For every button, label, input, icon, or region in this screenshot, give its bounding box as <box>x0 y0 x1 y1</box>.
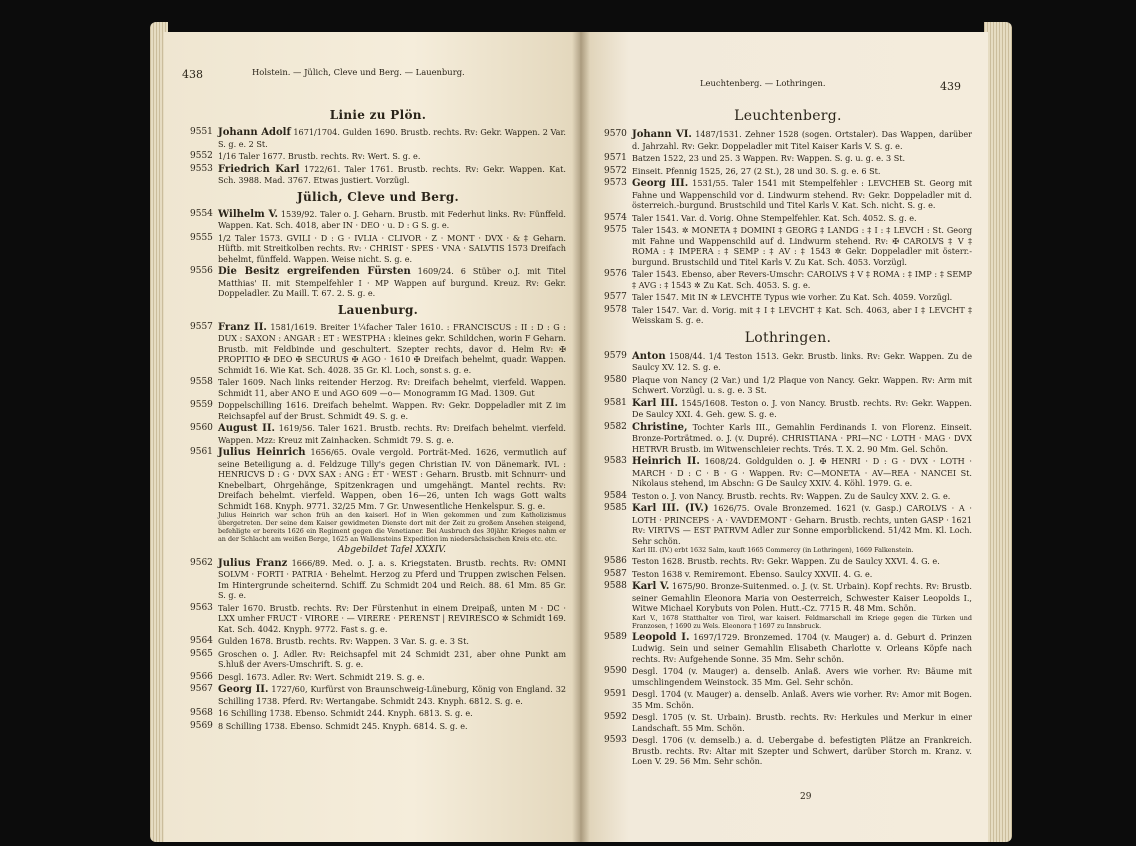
open-book <box>150 10 1012 842</box>
lot-number: 9571 <box>604 153 627 163</box>
lot-number: 9564 <box>190 636 213 646</box>
lot-number: 9562 <box>190 557 213 568</box>
entry-description: 8 Schilling 1738. Ebenso. Schmidt 245. Knyph. 6814. S. g. e. <box>218 720 468 731</box>
catalog-entry <box>190 603 566 635</box>
entry-description: 1656/65. Ovale vergold. Porträt-Med. 1626, vermutlich auf seine Beteiligung a. d. Feldzuge Tilly's gegen Christian IV. von Dänemark. IVL : HENRICVS D : G · DVX SAX : ANG : ÉT · WEST : Geharn. Brustb. mit Schnurr- und Knebelbart, Ohrgehänge, Spitzenkragen und umgehängt. Mantel rechts. Rv: Dreifach behelmt. vierfeld. Wappen, oben 16—26, unten Ich wags Gott walts Schmidt 168. Knyph. 9771. 32/25 Mm. 7 Gr. Unwesentliche Henkelspur. S. g. e. <box>218 447 567 511</box>
entry-description: Doppelschilling 1616. Dreifach behelmt. Wappen. Rv: Gekr. Doppeladler mit Z im Reichsapfel auf der Brust. Schmidt 49. S. g. e. <box>218 400 566 421</box>
ruler-name: Leopold I. <box>632 631 690 643</box>
ruler-name: Karl III. <box>632 397 678 409</box>
entry-description: 1697/1729. Bronzemed. 1704 (v. Mauger) a. d. Geburt d. Prinzen Ludwig. Sein und seiner Gemahlin Elisabeth Charlotte v. Orleans Köpfe nach rechts. Rv: Aufgehende Sonne. 35 Mm. Sehr schön. <box>632 631 972 664</box>
entry-description: 16 Schilling 1738. Ebenso. Schmidt 244. Knyph. 6813. S. g. e. <box>218 708 473 718</box>
lot-number: 9554 <box>190 208 213 219</box>
entry-description: 1666/89. Med. o. J. a. s. Kriegstaten. Brustb. rechts. Rv: OMNI SOLVM · FORTI · PATRIA · Behelmt. Herzog zu Pferd und Truppen zwischen Felsen. Im Hintergrunde scheiternd. Schiff. Zu Schmidt 204 und Reich. 88. 61 Mm. 85 Gr. S. g. e. <box>218 557 566 600</box>
entry-description: 1531/55. Taler 1541 mit Stempelfehler : LEVCHEB St. Georg mit Fahne und Wappenschild vor d. Lindwurm stehend. Rv: Gekr. Doppeladler mit d. österreich.-burgund. Brustschild und Titel Karls V. Kat. Sch. nicht. S. g. e. <box>632 178 972 210</box>
left-page-content <box>190 104 566 733</box>
lot-number: 9552 <box>190 151 213 161</box>
ruler-name: Johann Adolf <box>218 127 291 138</box>
lot-number: 9569 <box>190 720 213 731</box>
section-title: Jülich, Cleve und Berg. <box>296 189 460 204</box>
right-running-head: Leuchtenberg. — Lothringen. <box>700 78 826 88</box>
entry-description: 1722/61. Taler 1761. Brustb. rechts. Rv: Gekr. Wappen. Kat. Sch. 3988. Mad. 3767. Etwas justiert. Vorzügl. <box>218 163 566 185</box>
catalog-entry <box>604 491 972 502</box>
catalog-entry <box>190 447 566 556</box>
lot-number: 9566 <box>190 671 213 682</box>
lot-number: 9582 <box>604 421 627 432</box>
lot-number: 9553 <box>190 163 213 174</box>
ruler-name: Heinrich II. <box>632 456 700 467</box>
entry-description: 1/2 Taler 1573. GVILI · D : G · IVLIA · CLIVOR · Z · MONT · DVX · & ‡ Geharn. Hüftb. mit Streitkolben rechts. Rv: · CHRIST · SPES · VNA · SALVTIS 1573 Dreifach behelmt, fünffeld. Wappen. Weise nicht. S. g. e. <box>218 232 566 264</box>
catalog-entry <box>604 166 972 177</box>
entry-description: 1545/1608. Teston o. J. von Nancy. Brustb. rechts. Rv: Gekr. Wappen. De Saulcy XXI. 4. Geh. gew. S. g. e. <box>632 397 972 419</box>
catalog-entry <box>604 689 972 710</box>
section-title: Leuchtenberg. <box>734 108 842 124</box>
lot-number: 9591 <box>604 689 627 699</box>
catalog-entry <box>190 127 566 149</box>
catalog-entry <box>190 164 566 186</box>
lot-number: 9555 <box>190 232 213 243</box>
lot-number: 9556 <box>190 266 213 276</box>
lot-number: 9559 <box>190 400 213 410</box>
entry-description: Desgl. 1673. Adler. Rv: Wert. Schmidt 219. S. g. e. <box>218 671 425 682</box>
catalog-entry <box>604 422 972 455</box>
lot-number: 9579 <box>604 350 627 361</box>
entry-description: Teston 1638 v. Remiremont. Ebenso. Saulcy XXVII. 4. G. e. <box>632 568 873 579</box>
lot-number: 9563 <box>190 602 213 613</box>
lot-number: 9583 <box>604 456 627 466</box>
entry-description: Plaque von Nancy (2 Var.) und 1/2 Plaque von Nancy. Gekr. Wappen. Rv: Arm mit Schwert. Vorzügl. u. s. g. e. 3 St. <box>632 374 972 395</box>
lot-number: 9590 <box>604 666 627 676</box>
entry-footnote: Karl III. (IV.) erbt 1632 Salm, kauft 1665 Commercy (in Lothringen), 1669 Falkenstein. <box>632 546 914 554</box>
catalog-entry <box>190 684 566 706</box>
lot-number: 9572 <box>604 165 627 176</box>
entry-description: Taler 1609. Nach links reitender Herzog. Rv: Dreifach behelmt, vierfeld. Wappen. Schmidt 11, aber ANO E und AGO 609 —o— Monogramm IG Mad. 1309. Gut <box>218 377 566 398</box>
entry-description: Teston 1628. Brustb. rechts. Rv: Gekr. Wappen. Zu de Saulcy XXVI. 4. G. e. <box>632 556 940 566</box>
left-running-head: Holstein. — Jülich, Cleve und Berg. — Lauenburg. <box>252 67 465 77</box>
lot-number: 9587 <box>604 568 627 579</box>
ruler-name: Julius Franz <box>218 557 288 569</box>
lot-number: 9593 <box>604 735 627 745</box>
entry-footnote: Karl V., 1678 Statthalter von Tirol, war kaiserl. Feldmarschall im Kriege gegen die Türken und Franzosen, † 1690 zu Wels. Eleonora † 1697 zu Innsbruck. <box>632 613 972 630</box>
catalog-entry <box>604 213 972 224</box>
entry-description: Taler 1547. Var. d. Vorig. mit ‡ I ‡ LEVCHT ‡ Kat. Sch. 4063, aber I ‡ LEVCHT ‡ Weisskam S. g. e. <box>632 304 972 325</box>
lot-number: 9584 <box>604 490 627 501</box>
ruler-name: Franz II. <box>218 321 267 333</box>
entry-description: Desgl. 1706 (v. demselb.) a. d. Uebergabe d. befestigten Plätze an Frankreich. Brustb. rechts. Rv: Altar mit Szepter und Schwert, darüber Storch m. Kranz. v. Loen V. 29. 56 Mm. Sehr schön. <box>632 735 972 766</box>
catalog-entry <box>604 666 972 687</box>
catalog-entry <box>604 153 972 164</box>
catalog-entry <box>604 292 972 303</box>
entry-description: Batzen 1522, 23 und 25. 3 Wappen. Rv: Wappen. S. g. u. g. e. 3 St. <box>632 153 906 163</box>
ruler-name: Wilhelm V. <box>218 208 278 220</box>
lot-number: 9586 <box>604 556 627 566</box>
lot-number: 9577 <box>604 292 627 302</box>
entry-description: 1675/90. Bronze-Suitenmed. o. J. (v. St. Urbain). Kopf rechts. Rv: Brustb. seiner Gemahlin Eleonora Maria von Oesterreich, Schwester Kaiser Leopolds I., Witwe Michael Korybuts von Polen. Hutt.-Cz. 7715 R. 48 Mm. Schön. <box>632 581 972 613</box>
entry-description: Taler 1547. Mit IN ✲ LEVCHTE Typus wie vorher. Zu Kat. Sch. 4059. Vorzügl. <box>632 292 953 302</box>
catalog-entry <box>604 456 972 489</box>
lot-number: 9574 <box>604 212 627 223</box>
catalog-entry <box>190 266 566 299</box>
catalog-entry <box>190 233 566 265</box>
entry-description: Desgl. 1705 (v. St. Urbain). Brustb. rechts. Rv: Herkules und Merkur in einer Landschaft. 55 Mm. Schön. <box>632 712 972 733</box>
lot-number: 9558 <box>190 377 213 387</box>
lot-number: 9580 <box>604 374 627 385</box>
catalog-entry <box>190 558 566 601</box>
catalog-entry <box>190 209 566 231</box>
right-page-number: 439 <box>940 80 961 93</box>
entry-description: Desgl. 1704 (v. Mauger) a. denselb. Anlaß. Avers wie vorher. Rv: Bäume mit umschlingendem Weinstock. 35 Mm. Gel. Sehr schön. <box>632 666 972 687</box>
lot-number: 9578 <box>604 304 627 315</box>
entry-footnote: Julius Heinrich war schon früh an den kaiserl. Hof in Wien gekommen und zum Katholizismus übergetreten. Der seine dem Kaiser gewidmeten Dienste dort mit der Zeit zu großem Ansehen steigend, befehligte er bereits 1626 ein Regiment gegen die Venetianer. Bei Ausbruch des 30jähr. Krieges nahm er an der Schlacht am weißen Berge, 1625 an Wallensteins Expedition im niedersächsischen Kreis etc. etc. <box>218 511 566 543</box>
ruler-name: Die Besitz ergreifenden Fürsten <box>218 266 411 277</box>
catalog-entry <box>190 322 566 376</box>
catalog-entry <box>604 178 972 211</box>
lot-number: 9560 <box>190 423 213 433</box>
lot-number: 9575 <box>604 225 627 235</box>
lot-number: 9588 <box>604 581 627 591</box>
right-page-content <box>604 104 972 769</box>
catalog-entry <box>604 398 972 420</box>
catalog-entry <box>604 503 972 554</box>
lot-number: 9557 <box>190 321 213 332</box>
lot-number: 9592 <box>604 712 627 722</box>
left-page-number: 438 <box>182 68 203 81</box>
catalog-entry <box>190 708 566 719</box>
book-gutter <box>572 32 590 842</box>
section-title: Lauenburg. <box>337 302 419 317</box>
entry-description: 1/16 Taler 1677. Brustb. rechts. Rv: Wert. S. g. e. <box>218 151 421 161</box>
lot-number: 9573 <box>604 178 627 188</box>
catalog-entry <box>190 423 566 445</box>
catalog-entry <box>604 351 972 373</box>
catalog-entry <box>190 400 566 421</box>
entry-description: 1608/24. Goldgulden o. J. ✠ HENRI · D : G · DVX · LOTH · MARCH · D : C · B · G · Wappen. Rv: C—MONETA · AV—REA · NANCEI St. Nikolaus stehend, im Abschn: G De Saulcy XXIV. 4. Köhl. 1979. G. e. <box>632 456 973 488</box>
section-title: Lothringen. <box>744 329 832 346</box>
entry-description: 1727/60, Kurfürst von Braunschweig-Lüneburg, König von England. 32 Schilling 1738. Pferd. Rv: Wertangabe. Schmidt 243. Knyph. 6812. S. g. e. <box>218 684 566 706</box>
left-page <box>164 32 580 842</box>
ruler-name: Karl III. (IV.) <box>632 503 709 514</box>
right-page-footer: 29 <box>800 792 812 802</box>
entry-description: Desgl. 1704 (v. Mauger) a. denselb. Anlaß. Avers wie vorher. Rv: Amor mit Bogen. 35 Mm. Schön. <box>632 689 972 710</box>
ruler-name: Johann VI. <box>632 129 692 140</box>
entry-description: 1609/24. 6 Stüber o.J. mit Titel Matthias' II. mit Stempelfehler I · MP Wappen auf burgund. Kreuz. Rv: Gekr. Doppeladler. Zu Maill. T. 67. 2. S. g. e. <box>218 266 566 298</box>
catalog-entry <box>604 632 972 665</box>
ruler-name: Christine, <box>632 421 688 433</box>
catalog-entry <box>190 151 566 162</box>
entry-description: 1487/1531. Zehner 1528 (sogen. Ortstaler). Das Wappen, darüber d. Jahrzahl. Rv: Gekr. Doppeladler mit Titel Kaiser Karls V. S. g. e. <box>632 129 972 151</box>
catalog-entry <box>190 672 566 683</box>
catalog-entry <box>604 735 972 767</box>
entry-description: 1619/56. Taler 1621. Brustb. rechts. Rv: Dreifach behelmt. vierfeld. Wappen. Mzz: Kreuz mit Zainhacken. Schmidt 79. S. g. e. <box>218 423 566 445</box>
plate-reference: Abgebildet Tafel XXXIV. <box>337 545 447 555</box>
ruler-name: Karl V. <box>632 581 670 592</box>
catalog-entry <box>604 225 972 267</box>
entry-description: 1626/75. Ovale Bronzemed. 1621 (v. Gasp.) CAROLVS · A · LOTH · PRINCEPS · A · VAVDEMONT · Geharn. Brustb. rechts, unten GASP · 1621 Rv: VIRTVS — EST PATRVM Adler zur Sonne emporblickend. 51/42 Mm. Kl. Loch. Sehr schön. <box>632 503 972 546</box>
catalog-entry <box>604 712 972 733</box>
lot-number: 9576 <box>604 269 627 279</box>
lot-number: 9561 <box>190 447 213 457</box>
catalog-entry <box>604 581 972 630</box>
ruler-name: Georg III. <box>632 178 689 189</box>
lot-number: 9568 <box>190 708 213 718</box>
entry-description: Tochter Karls III., Gemahlin Ferdinands I. von Florenz. Einseit. Bronze-Porträtmed. o. J. (v. Dupré). CHRISTIANA · PRI—NC · LOTH · MAG · DVX HETRVR Brustb. im Witwenschleier rechts. Trés. T. X. 2. 90 Mm. Gel. Schön. <box>632 421 972 454</box>
ruler-name: Julius Heinrich <box>218 447 306 458</box>
entry-description: Einseit. Pfennig 1525, 26, 27 (2 St.), 28 und 30. S. g. e. 6 St. <box>632 165 881 176</box>
entry-description: Taler 1543. ✲ MONETA ‡ DOMINI ‡ GEORG ‡ LANDG : ‡ I : ‡ LEVCH : St. Georg mit Fahne und Wappenschild auf d. Lindwurm stehend. Rv: ✠ CAROLVS ‡ V ‡ ROMA : ‡ IMPERA : ‡ SEMP : ‡ AV : ‡ 1543 ✲ Gekr. Doppeladler mit österr.-burgund. Brustschild und Titel Karls V. Zu Kat. Sch. 4053. Vorzügl. <box>632 225 972 267</box>
right-page <box>580 32 988 842</box>
ruler-name: Georg II. <box>218 684 269 695</box>
catalog-entry <box>190 649 566 670</box>
catalog-entry <box>604 556 972 567</box>
lot-number: 9567 <box>190 684 213 694</box>
entry-description: 1539/92. Taler o. J. Geharn. Brustb. mit Federhut links. Rv: Fünffeld. Wappen. Kat. Sch. 4018, aber IN · DEO · u. D : G S. g. e. <box>218 208 566 230</box>
catalog-entry <box>190 377 566 398</box>
catalog-entry <box>190 721 566 732</box>
entry-description: Taler 1543. Ebenso, aber Revers-Umschr: CAROLVS ‡ V ‡ ROMA : ‡ IMP : ‡ SEMP ‡ AVG : ‡ 1543 ✲ Zu Kat. Sch. 4053. S. g. e. <box>632 269 972 290</box>
entry-description: Groschen o. J. Adler. Rv: Reichsapfel mit 24 Schmidt 231, aber ohne Punkt am S.hluß der Avers-Umschrift. S. g. e. <box>218 648 566 669</box>
lot-number: 9589 <box>604 631 627 642</box>
catalog-entry <box>604 269 972 290</box>
book-edge-right <box>984 22 1012 842</box>
catalog-entry <box>604 305 972 326</box>
catalog-entry <box>604 375 972 396</box>
entry-description: Taler 1670. Brustb. rechts. Rv: Der Fürstenhut in einem Dreipaß, unten M · DC · LXX umher FRUCT · VIRORE · — VIRERE · PERENST | REVIRESCO ✲ Schmidt 169. Kat. Sch. 4042. Knyph. 9772. Fast s. g. e. <box>218 602 566 634</box>
ruler-name: Friedrich Karl <box>218 163 300 175</box>
catalog-entry <box>604 569 972 580</box>
lot-number: 9581 <box>604 397 627 408</box>
entry-description: 1581/1619. Breiter 1¼facher Taler 1610. : FRANCISCUS : II : D : G : DUX : SAXON : ANGAR : ET : WESTPHA : kleines gekr. Schildchen, worin F Geharn. Brustb. mit Feldbinde und geschultert. Szepter rechts, davor d. Helm Rv: ✠ PROPITIO ✠ DEO ✠ SECURUS ✠ AGO · 1610 ✠ Dreifach behelmt, quadr. Wappen. Schmidt 16. Wie Kat. Sch. 4028. 35 Gr. Kl. Loch, sonst s. g. e. <box>218 321 566 375</box>
catalog-entry <box>190 636 566 647</box>
section-title: Linie zu Plön. <box>329 108 427 122</box>
lot-number: 9565 <box>190 648 213 659</box>
entry-description: Taler 1541. Var. d. Vorig. Ohne Stempelfehler. Kat. Sch. 4052. S. g. e. <box>632 212 917 223</box>
ruler-name: August II. <box>218 423 276 434</box>
ruler-name: Anton <box>632 350 666 362</box>
lot-number: 9570 <box>604 129 627 139</box>
lot-number: 9551 <box>190 127 213 137</box>
entry-description: Teston o. J. von Nancy. Brustb. rechts. Rv: Wappen. Zu de Saulcy XXV. 2. G. e. <box>632 490 951 501</box>
entry-description: 1508/44. 1/4 Teston 1513. Gekr. Brustb. links. Rv: Gekr. Wappen. Zu de Saulcy XV. 12. S. g. e. <box>632 350 972 372</box>
entry-description: 1671/1704. Gulden 1690. Brustb. rechts. Rv: Gekr. Wappen. 2 Var. S. g. e. 2 St. <box>218 127 566 149</box>
entry-description: Gulden 1678. Brustb. rechts. Rv: Wappen. 3 Var. S. g. e. 3 St. <box>218 636 469 646</box>
catalog-entry <box>604 129 972 151</box>
lot-number: 9585 <box>604 503 627 513</box>
